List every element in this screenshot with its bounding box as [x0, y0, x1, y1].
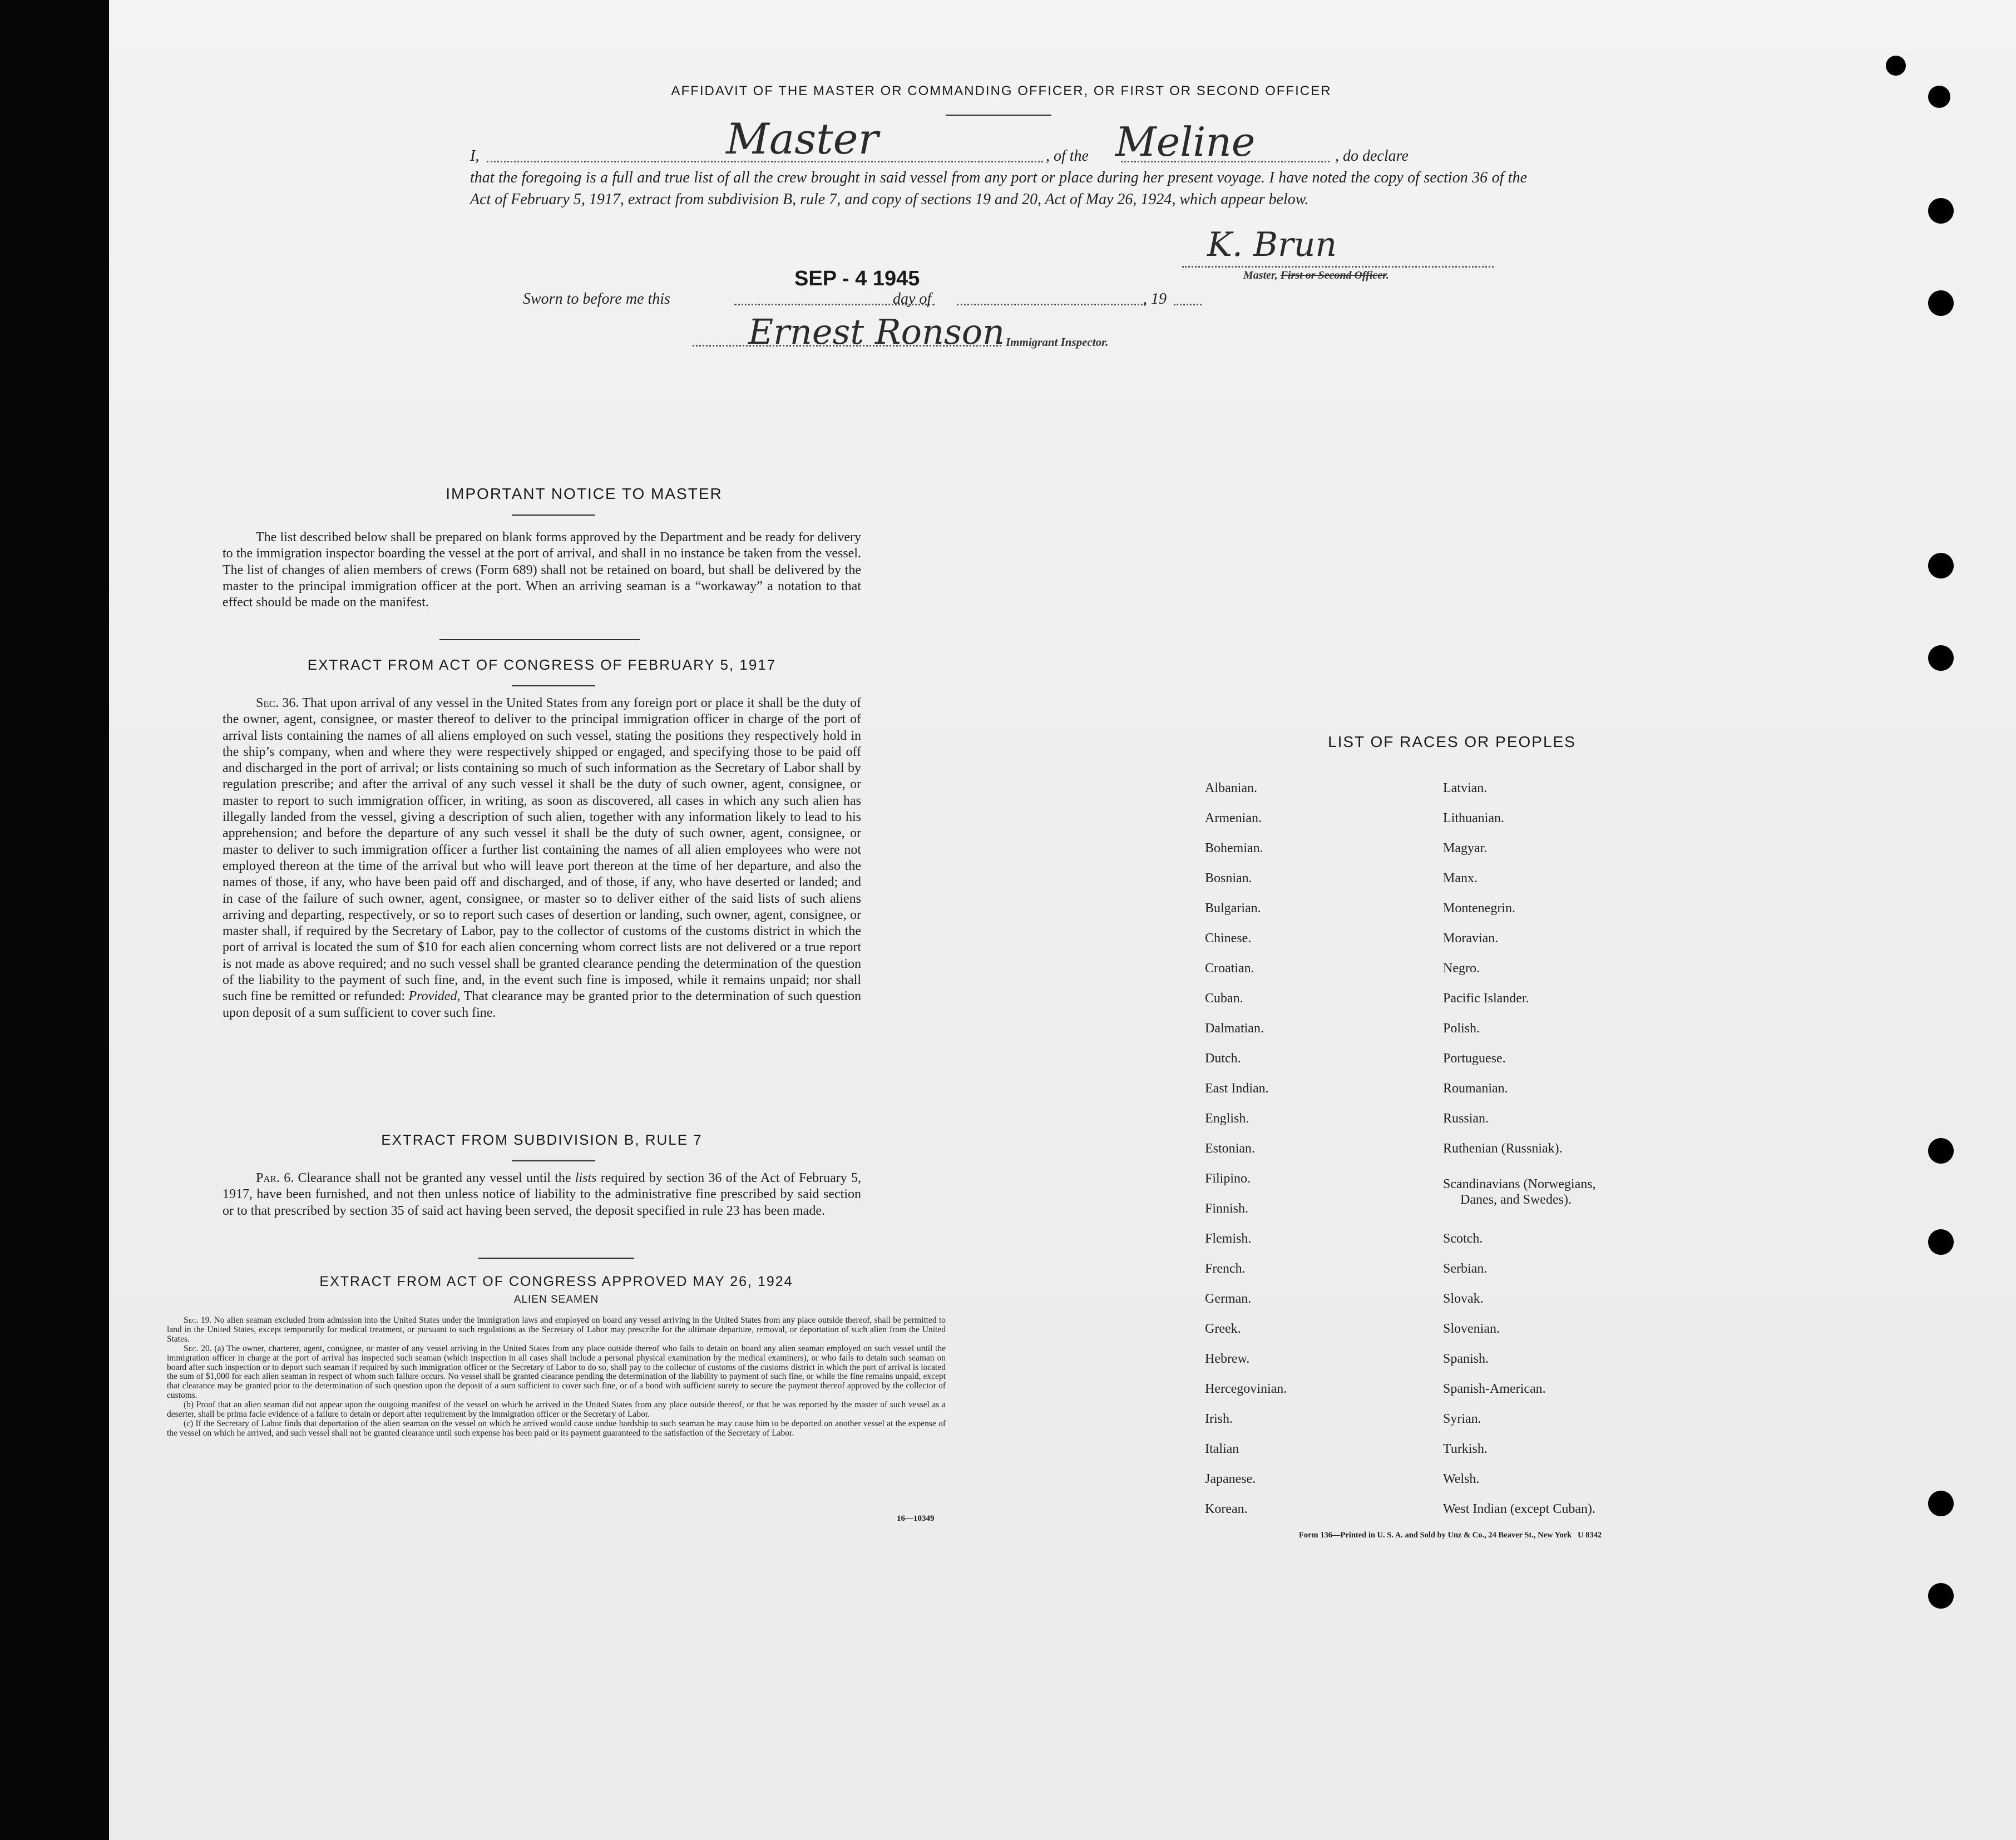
race-item: Armenian. — [1205, 811, 1262, 825]
race-item: Estonian. — [1205, 1141, 1255, 1156]
race-item: Latvian. — [1443, 781, 1488, 795]
race-item: Finnish. — [1205, 1201, 1249, 1216]
race-item: Russian. — [1443, 1111, 1489, 1126]
race-item: Greek. — [1205, 1322, 1241, 1336]
signature-line — [1182, 266, 1494, 268]
do-declare-label: , do declare — [1335, 147, 1409, 165]
extract-1924-subtitle: ALIEN SEAMEN — [513, 1294, 599, 1305]
race-item: Lithuanian. — [1443, 811, 1504, 825]
race-item: English. — [1205, 1111, 1249, 1126]
punch-hole — [1928, 1229, 1954, 1255]
section-label: Sec. 36. — [256, 696, 299, 710]
blank-line — [1174, 304, 1202, 305]
race-item: Scandinavians (Norwegians, — [1443, 1177, 1596, 1191]
divider — [512, 515, 595, 516]
punch-hole — [1886, 56, 1906, 76]
race-item: Irish. — [1205, 1412, 1233, 1426]
punch-hole — [1928, 86, 1950, 108]
race-item: Spanish-American. — [1443, 1382, 1546, 1396]
affidavit-line-1 — [470, 114, 1527, 170]
divider — [946, 115, 1051, 116]
race-item: Cuban. — [1205, 991, 1243, 1006]
caption-struck: First or Second Officer — [1280, 269, 1386, 281]
race-item: Negro. — [1443, 961, 1480, 976]
affidavit-title: AFFIDAVIT OF THE MASTER OR COMMANDING OFFICER, OR FIRST OR SECOND OFFICER — [671, 83, 1332, 98]
race-item: Dalmatian. — [1205, 1021, 1264, 1036]
punch-hole — [1928, 290, 1954, 316]
divider — [512, 685, 595, 686]
sec-20c-paragraph: (c) If the Secretary of Labor finds that deportation of the alien seaman on the vessel on which he arrived would cause undue hardship to such seaman he may cause him to be deported on another vessel at the expense of the vessel on which he arrived, and such vessel shall not be granted clearance until such expense has been paid or its payment guaranteed to the satisfaction of the Secretary of Labor. — [167, 1418, 946, 1438]
extract-rule7-body — [223, 1170, 861, 1219]
punch-hole — [1928, 645, 1954, 671]
paragraph-text-b: required by section 36 of the Act of February 5, 1917, have been furnished, and not then unless notice of liability to the administrative fine prescribed by said section or to that prescribed by section 35 of said act having been served, the deposit specified in rule 23 has been made. — [223, 1171, 862, 1218]
race-item: Serbian. — [1443, 1262, 1488, 1276]
extract-1924-body — [167, 1316, 946, 1438]
race-item: Hercegovinian. — [1205, 1382, 1287, 1396]
race-item: Ruthenian (Russniak). — [1443, 1141, 1563, 1156]
day-of-label: day of — [893, 290, 932, 308]
of-the-label: , of the — [1046, 147, 1089, 165]
extract-1924-title: EXTRACT FROM ACT OF CONGRESS APPROVED MAY 26, 1924 — [319, 1274, 793, 1289]
race-item: Filipino. — [1205, 1171, 1251, 1186]
scan-border — [0, 0, 109, 1840]
lists-word: lists — [575, 1171, 597, 1185]
race-item: East Indian. — [1205, 1081, 1269, 1096]
section-text-b: That clearance may be granted prior to the determination of such question upon deposit of a sum sufficient to cover such fine. — [223, 989, 862, 1020]
signature-caption: Master, First or Second Officer. — [1243, 269, 1389, 281]
race-item: Bulgarian. — [1205, 901, 1261, 916]
race-item: Turkish. — [1443, 1442, 1488, 1456]
race-item: Japanese. — [1205, 1472, 1256, 1486]
race-item: Spanish. — [1443, 1352, 1489, 1366]
punch-hole — [1928, 1583, 1954, 1609]
divider — [478, 1258, 634, 1259]
race-item: Manx. — [1443, 871, 1478, 886]
race-item: West Indian (except Cuban). — [1443, 1502, 1595, 1516]
race-item: Flemish. — [1205, 1231, 1252, 1246]
year-label: , 19 — [1143, 290, 1167, 308]
race-item: German. — [1205, 1292, 1252, 1306]
race-item: Slovenian. — [1443, 1322, 1500, 1336]
divider — [439, 639, 640, 640]
i-label: I, — [470, 147, 480, 165]
race-item: Bohemian. — [1205, 841, 1263, 855]
notice-body: The list described below shall be prepared on blank forms approved by the Department and be ready for delivery to the immigration inspector boarding the vessel at the port of arrival, and shall in no instance be taken from the vessel. The list of changes of alien members of crews (Form 689) shall not be retained on board, but shall be delivered by the master to the principal immigration officer at the port. When an arriving seaman is a “workaway” a notation to that effect should be made on the manifest. — [223, 530, 861, 610]
paragraph-label: Par. 6. — [256, 1171, 294, 1185]
punch-hole — [1928, 198, 1954, 224]
extract-1917-body — [223, 695, 861, 1021]
race-item: Scotch. — [1443, 1231, 1483, 1246]
race-item: Hebrew. — [1205, 1352, 1250, 1366]
race-item: Portuguese. — [1443, 1051, 1506, 1066]
race-item: Bosnian. — [1205, 871, 1252, 886]
race-item: Dutch. — [1205, 1051, 1241, 1066]
punch-hole — [1928, 1491, 1954, 1516]
race-item: Italian — [1205, 1442, 1239, 1456]
race-item: Croatian. — [1205, 961, 1254, 976]
race-item: Montenegrin. — [1443, 901, 1515, 916]
race-item: Moravian. — [1443, 931, 1499, 946]
sec-20b-paragraph: (b) Proof that an alien seaman did not appear upon the outgoing manifest of the vessel on which he arrived in the United States from any place outside thereof, or that he was reported by the master of such vessel as a deserter, shall be prima facie evidence of a failure to detain or deport after requirement by the immigration officer or the Secretary of Labor. — [167, 1400, 946, 1419]
vessel-handwriting: Meline — [1115, 118, 1256, 165]
master-signature: K. Brun — [1207, 225, 1337, 264]
race-item: Pacific Islander. — [1443, 991, 1529, 1006]
sec-19-label: Sec. 19. — [184, 1315, 212, 1325]
form-footer: Form 136—Printed in U. S. A. and Sold by Unz & Co., 24 Beaver St., New York U 8342 — [1299, 1531, 1602, 1540]
blank-line — [957, 304, 1146, 305]
affidavit-body: that the foregoing is a full and true list of all the crew brought in said vessel from any port or place during her present voyage. I have noted the copy of section 36 of the Act of February 5, 1917, extract from subdivision B, rule 7, and copy of sections 19 and 20, Act of May 26, 1924, which appear below. — [470, 169, 1527, 208]
master-handwriting: Master — [726, 114, 878, 164]
provided-word: Provided, — [408, 989, 461, 1004]
form-code: 16—10349 — [897, 1514, 935, 1523]
paragraph-text-a: Clearance shall not be granted any vessel until the — [298, 1171, 571, 1185]
notice-title: IMPORTANT NOTICE TO MASTER — [446, 485, 723, 502]
race-item: Danes, and Swedes). — [1460, 1193, 1572, 1207]
sec-20-label: Sec. 20. — [184, 1343, 212, 1353]
race-item: Chinese. — [1205, 931, 1252, 946]
date-stamp: SEP - 4 1945 — [794, 267, 920, 290]
race-item: Welsh. — [1443, 1472, 1480, 1486]
race-item: Albanian. — [1205, 781, 1257, 795]
race-item: Magyar. — [1443, 841, 1488, 855]
divider — [512, 1160, 595, 1161]
section-text-a: That upon arrival of any vessel in the United States from any foreign port or place it shall be the duty of the owner, agent, consignee, or master thereof to deliver to the principal immigration officer in charge of the port of arrival lists containing the names of all aliens employed on such vessel, stating the positions they respectively hold in the ship’s company, when and where they were respectively shipped or engaged, and specifying those to be paid off and discharged in the port of arrival; or lists containing so much of such information as the Secretary of Labor shall by regulation prescribe; and after the arrival of any such vessel it shall be the duty of such owner, agent, consignee, or master to report to such immigration officer, in writing, as soon as discovered, all cases in which any such alien has illegally landed from the vessel, giving a description of such alien, together with any information likely to lead to his apprehension; and before the departure of any such vessel it shall be the duty of such owner, agent, consignee, or master to deliver to such immigration officer a further list containing the names of all alien employees who were not employed thereon at the time of the arrival but who will leave port thereon at the time of her departure, and also the names of those, if any, who have been paid off and discharged, and of those, if any, who have deserted or landed; and in case of the failure of such owner, agent, consignee, or master so to deliver either of the said lists of such aliens arriving and departing, respectively, or so to report such cases of desertion or landing, such owner, agent, consignee, or master shall, if required by the Secretary of Labor, pay to the collector of customs of the customs district in which the port of arrival is located the sum of $10 for each alien concerning whom correct lists are not delivered or a true report is not made as above required; and no such vessel shall be granted clearance pending the determination of the question of the liability to the payment of such fine, and, in the event such fine is imposed, while it remains unpaid; nor shall such fine be remitted or refunded: — [223, 696, 861, 1004]
races-title: LIST OF RACES OR PEOPLES — [1328, 733, 1576, 750]
sworn-label: Sworn to before me this — [523, 290, 670, 308]
race-item: Syrian. — [1443, 1412, 1481, 1426]
sec-19-text: No alien seaman excluded from admission into the United States under the immigration laws and employed on board any vessel arriving in the United States from any place outside thereof, shall be permitted to land in the United States, except temporarily for medical treatment, or pursuant to such regulations as the Secretary of Labor may prescribe for the ultimate departure, removal, or deportation of such alien from the United States. — [167, 1315, 946, 1344]
extract-1917-title: EXTRACT FROM ACT OF CONGRESS OF FEBRUARY 5, 1917 — [307, 656, 777, 673]
inspector-caption: Immigrant Inspector. — [1006, 335, 1109, 349]
extract-rule7-title: EXTRACT FROM SUBDIVISION B, RULE 7 — [381, 1131, 703, 1148]
punch-hole — [1928, 553, 1954, 578]
race-item: Polish. — [1443, 1021, 1480, 1036]
inspector-signature: Ernest Ronson — [748, 311, 1005, 352]
caption-master: Master, — [1243, 269, 1278, 281]
sec-19-paragraph — [167, 1316, 946, 1344]
punch-hole — [1928, 1138, 1954, 1164]
sec-20a-text: (a) The owner, charterer, agent, consignee, or master of any vessel arriving in the United States from any place outside thereof who fails to detain on board any alien seaman employed on such vessel until the immigration officer in charge at the port of arrival has inspected such seaman (which inspection in all cases shall include a personal physical examination by the medical examiners), or who fails to detain such seaman on board after such inspection or to deport such seaman if required by such immigration officer or the Secretary of Labor to do so, shall pay to the collector of customs of the customs district in which the port of arrival is located the sum of $1,000 for each alien seaman in respect of whom such failure occurs. No vessel shall be granted clearance pending the determination of the liability to payment of such fine, or while the fine remains unpaid, except that clearance may be granted prior to the determination of such question upon the deposit of a sum sufficient to cover such fine, or of a bond with sufficient surety to secure the payment thereof approved by the collector of customs. — [167, 1343, 946, 1401]
race-item: Roumanian. — [1443, 1081, 1508, 1096]
race-item: French. — [1205, 1262, 1246, 1276]
race-item: Slovak. — [1443, 1292, 1484, 1306]
sec-20a-paragraph — [167, 1344, 946, 1401]
race-item: Korean. — [1205, 1502, 1248, 1516]
